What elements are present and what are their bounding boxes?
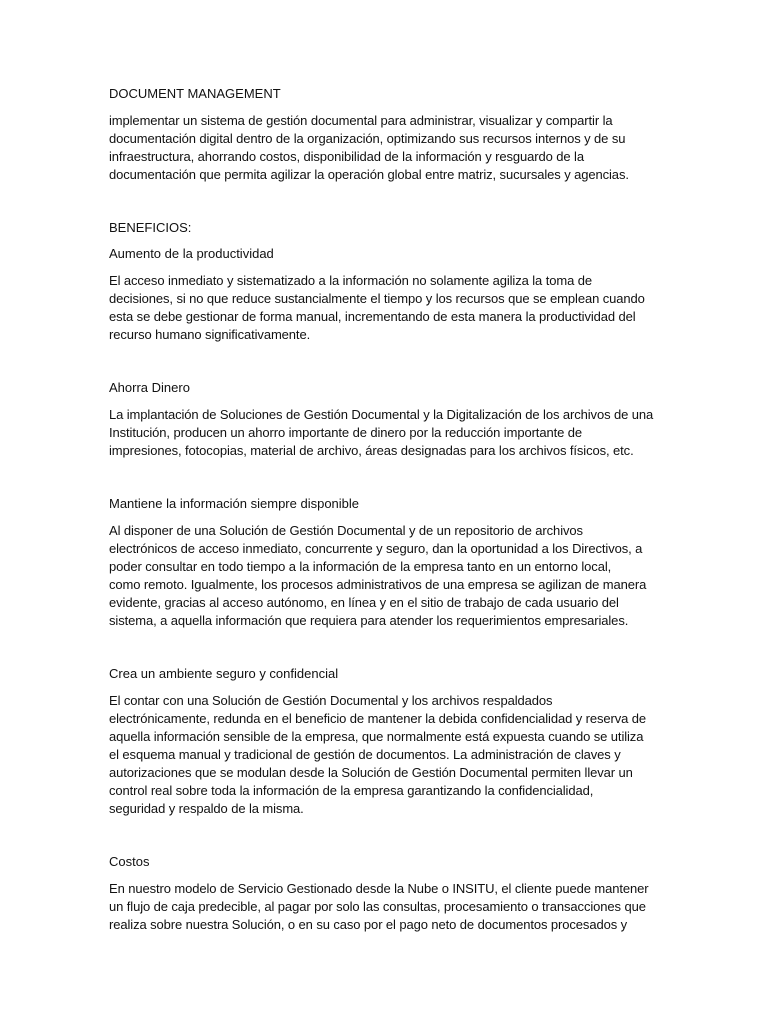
paragraph-line: decisiones, si no que reduce sustancialmente el tiempo y los recursos que se emplean cuando bbox=[109, 291, 645, 306]
paragraph-line: el esquema manual y tradicional de gestión de documentos. La administración de claves y bbox=[109, 747, 621, 762]
paragraph-line: recurso humano significativamente. bbox=[109, 327, 311, 342]
benefits-heading: BENEFICIOS: bbox=[109, 220, 192, 235]
section-heading: Mantiene la información siempre disponible bbox=[109, 496, 360, 511]
section-paragraph bbox=[109, 880, 664, 934]
section-heading: Crea un ambiente seguro y confidencial bbox=[109, 666, 339, 681]
intro-paragraph bbox=[109, 112, 664, 184]
paragraph-line: realiza sobre nuestra Solución, o en su caso por el pago neto de documentos procesados y bbox=[109, 917, 628, 932]
section-paragraph bbox=[109, 272, 664, 344]
document-title: DOCUMENT MANAGEMENT bbox=[109, 86, 281, 101]
paragraph-line: Institución, producen un ahorro importante de dinero por la reducción importante de bbox=[109, 425, 582, 440]
paragraph-line: electrónicamente, redunda en el beneficio de mantener la debida confidencialidad y reserva de bbox=[109, 711, 647, 726]
paragraph-line: poder consultar en todo tiempo a la información de la empresa tanto en un entorno local, bbox=[109, 559, 612, 574]
intro-line: documentación digital dentro de la organización, optimizando sus recursos internos y de su bbox=[109, 131, 626, 146]
section-heading: Ahorra Dinero bbox=[109, 380, 190, 395]
section-paragraph bbox=[109, 692, 664, 818]
paragraph-line: En nuestro modelo de Servicio Gestionado desde la Nube o INSITU, el cliente puede mantener bbox=[109, 881, 649, 896]
paragraph-line: Al disponer de una Solución de Gestión Documental y de un repositorio de archivos bbox=[109, 523, 583, 538]
section-heading: Costos bbox=[109, 854, 150, 869]
paragraph-line: esta se debe gestionar de forma manual, incrementando de esta manera la productividad del bbox=[109, 309, 636, 324]
intro-line: documentación que permita agilizar la operación global entre matriz, sucursales y agencias. bbox=[109, 167, 629, 182]
paragraph-line: autorizaciones que se modulan desde la Solución de Gestión Documental permiten llevar un bbox=[109, 765, 633, 780]
paragraph-line: evidente, gracias al acceso autónomo, en línea y en el sitio de trabajo de cada usuario del bbox=[109, 595, 619, 610]
paragraph-line: como remoto. Igualmente, los procesos administrativos de una empresa se agilizan de manera bbox=[109, 577, 647, 592]
paragraph-line: impresiones, fotocopias, material de archivo, áreas designadas para los archivos físicos, etc. bbox=[109, 443, 634, 458]
section-heading: Aumento de la productividad bbox=[109, 246, 274, 261]
paragraph-line: El acceso inmediato y sistematizado a la información no solamente agiliza la toma de bbox=[109, 273, 592, 288]
paragraph-line: seguridad y respaldo de la misma. bbox=[109, 801, 304, 816]
intro-line: infraestructura, ahorrando costos, disponibilidad de la información y resguardo de la bbox=[109, 149, 584, 164]
section-paragraph bbox=[109, 522, 664, 630]
paragraph-line: electrónicos de acceso inmediato, concurrente y seguro, dan la oportunidad a los Directivos, a bbox=[109, 541, 643, 556]
document-body bbox=[109, 85, 664, 934]
paragraph-line: un flujo de caja predecible, al pagar por solo las consultas, procesamiento o transacciones que bbox=[109, 899, 646, 914]
paragraph-line: aquella información sensible de la empresa, que normalmente está expuesta cuando se utiliza bbox=[109, 729, 644, 744]
paragraph-line: sistema, a aquella información que requiera para atender los requerimientos empresariales. bbox=[109, 613, 629, 628]
paragraph-line: control real sobre toda la información de la empresa garantizando la confidencialidad, bbox=[109, 783, 594, 798]
intro-line: implementar un sistema de gestión documental para administrar, visualizar y compartir la bbox=[109, 113, 613, 128]
paragraph-line: El contar con una Solución de Gestión Documental y los archivos respaldados bbox=[109, 693, 553, 708]
section-paragraph bbox=[109, 406, 664, 460]
paragraph-line: La implantación de Soluciones de Gestión Documental y la Digitalización de los archivos de una bbox=[109, 407, 654, 422]
